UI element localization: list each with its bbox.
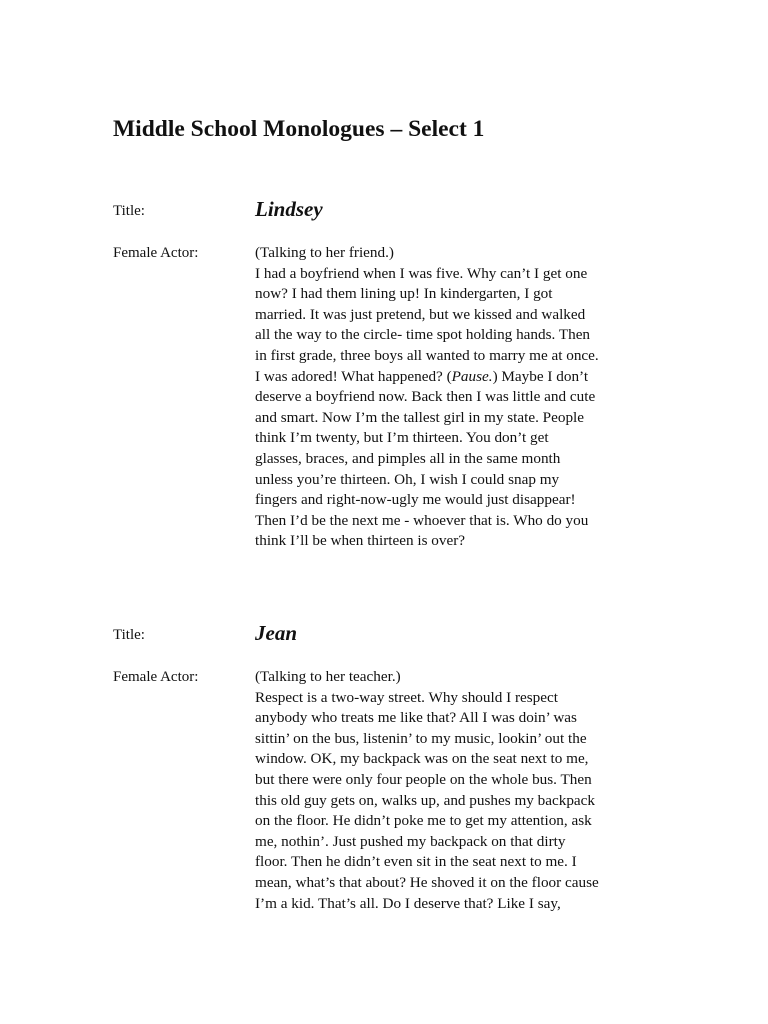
page-title: Middle School Monologues – Select 1 — [113, 116, 485, 142]
text-line: fingers and right-now-ugly me would just disappear! — [255, 491, 576, 509]
title-label: Title: — [113, 203, 145, 219]
text-line: this old guy gets on, walks up, and pushes my backpack — [255, 791, 595, 809]
text-line: me, nothin’. Just pushed my backpack on that dirty — [255, 832, 566, 850]
text-line: window. OK, my backpack was on the seat next to me, — [255, 750, 589, 768]
text-line-with-pause — [255, 367, 655, 388]
text-line: now? I had them lining up! In kindergarten, I got — [255, 285, 553, 303]
monologue-lindsey — [113, 196, 673, 566]
monologue-text — [255, 243, 655, 552]
text-line: Respect is a two-way street. Why should I respect — [255, 688, 558, 706]
text-line: and smart. Now I’m the tallest girl in my state. People — [255, 408, 584, 426]
text-line: anybody who treats me like that? All I was doin’ was — [255, 709, 577, 727]
monologue-text — [255, 667, 655, 914]
text-line: deserve a boyfriend now. Back then I was little and cute — [255, 388, 596, 406]
monologue-title: Lindsey — [255, 197, 323, 221]
text-line: think I’m twenty, but I’m thirteen. You don’t get — [255, 429, 549, 447]
text-line: think I’ll be when thirteen is over? — [255, 532, 466, 550]
monologue-title: Jean — [255, 621, 297, 645]
text-line: in first grade, three boys all wanted to marry me at once. — [255, 346, 599, 364]
actor-label: Female Actor: — [113, 669, 199, 685]
text-line: I’m a kid. That’s all. Do I deserve that? Like I say, — [255, 894, 561, 912]
text-segment: I was adored! What happened? ( — [255, 367, 452, 385]
text-line: floor. Then he didn’t even sit in the seat next to me. I — [255, 853, 577, 871]
text-line: Then I’d be the next me - whoever that is. Who do you — [255, 511, 589, 529]
pause-direction: Pause. — [451, 367, 493, 385]
text-line: all the way to the circle- time spot holding hands. Then — [255, 326, 591, 344]
stage-direction: (Talking to her teacher.) — [255, 668, 401, 685]
text-line: I had a boyfriend when I was five. Why can’t I get one — [255, 264, 588, 282]
monologue-jean — [113, 620, 673, 930]
text-line: unless you’re thirteen. Oh, I wish I could snap my — [255, 470, 560, 488]
stage-direction: (Talking to her friend.) — [255, 244, 394, 261]
text-segment: ) Maybe I don’t — [492, 367, 589, 385]
text-line: glasses, braces, and pimples all in the same month — [255, 449, 561, 467]
actor-label: Female Actor: — [113, 245, 199, 261]
text-line: sittin’ on the bus, listenin’ to my music, lookin’ out the — [255, 729, 587, 747]
text-line: but there were only four people on the whole bus. Then — [255, 770, 592, 788]
text-line: mean, what’s that about? He shoved it on the floor cause — [255, 873, 599, 891]
text-line: married. It was just pretend, but we kissed and walked — [255, 305, 586, 323]
title-label: Title: — [113, 627, 145, 643]
text-line: on the floor. He didn’t poke me to get my attention, ask — [255, 812, 592, 830]
